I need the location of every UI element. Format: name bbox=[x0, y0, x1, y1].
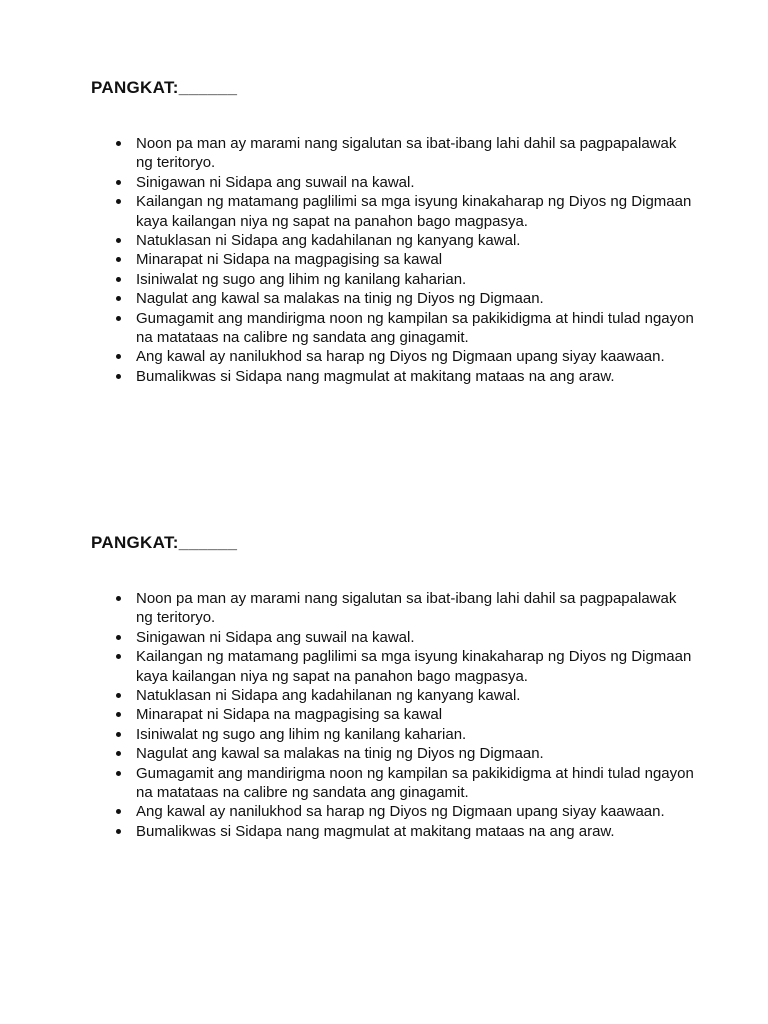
list-item-text: Sinigawan ni Sidapa ang suwail na kawal. bbox=[136, 173, 415, 191]
list-item-text: Minarapat ni Sidapa na magpagising sa kawal bbox=[136, 706, 443, 724]
list-item-text: Bumalikwas si Sidapa nang magmulat at makitang mataas na ang araw. bbox=[136, 822, 615, 840]
list-item-text: Noon pa man ay marami nang sigalutan sa ibat-ibang lahi dahil sa pagpapalawak ng teritoryo. bbox=[136, 590, 677, 627]
list-item-text: Kailangan ng matamang paglilimi sa mga isyung kinakaharap ng Diyos ng Digmaan kaya kailangan niya ng sapat na panahon bago magpasya. bbox=[136, 648, 692, 685]
list-item bbox=[115, 250, 695, 269]
section-heading: PANGKAT:______ bbox=[91, 533, 238, 552]
list-item-text: Ang kawal ay nanilukhod sa harap ng Diyos ng Digmaan upang siyay kaawaan. bbox=[136, 348, 665, 366]
list-item bbox=[115, 192, 695, 231]
bullet-icon bbox=[116, 180, 121, 185]
bullet-icon bbox=[116, 732, 121, 737]
bullet-icon bbox=[116, 693, 121, 698]
bullet-icon bbox=[116, 635, 121, 640]
list-item-text: Minarapat ni Sidapa na magpagising sa kawal bbox=[136, 251, 443, 269]
list-item bbox=[115, 705, 695, 724]
bullet-icon bbox=[116, 771, 121, 776]
list-item bbox=[115, 647, 695, 686]
bullet-icon bbox=[116, 829, 121, 834]
list-item bbox=[115, 628, 695, 647]
list-item bbox=[115, 802, 695, 821]
bullet-icon bbox=[116, 712, 121, 717]
list-item bbox=[115, 764, 695, 803]
list-item-text: Kailangan ng matamang paglilimi sa mga isyung kinakaharap ng Diyos ng Digmaan kaya kailangan niya ng sapat na panahon bago magpasya. bbox=[136, 193, 692, 230]
bullet-icon bbox=[116, 141, 121, 146]
list-item bbox=[115, 744, 695, 763]
list-item bbox=[115, 231, 695, 250]
bullet-icon bbox=[116, 316, 121, 321]
list-item-text: Natuklasan ni Sidapa ang kadahilanan ng kanyang kawal. bbox=[136, 687, 521, 705]
list-item bbox=[115, 270, 695, 289]
list-item-text: Gumagamit ang mandirigma noon ng kampilan sa pakikidigma at hindi tulad ngayon na matataas na calibre ng sandata ang ginagamit. bbox=[136, 309, 694, 347]
bullet-icon bbox=[116, 277, 121, 282]
list-item-text: Isiniwalat ng sugo ang lihim ng kanilang kaharian. bbox=[136, 725, 467, 743]
list-item bbox=[115, 367, 695, 386]
bullet-icon bbox=[116, 374, 121, 379]
section-heading: PANGKAT:______ bbox=[91, 78, 238, 97]
bullet-icon bbox=[116, 354, 121, 359]
list-item bbox=[115, 289, 695, 308]
bullet-icon bbox=[116, 296, 121, 301]
list-item bbox=[115, 822, 695, 841]
bullet-icon bbox=[116, 238, 121, 243]
list-item-text: Ang kawal ay nanilukhod sa harap ng Diyos ng Digmaan upang siyay kaawaan. bbox=[136, 803, 665, 821]
bullet-icon bbox=[116, 654, 121, 659]
list-item-text: Gumagamit ang mandirigma noon ng kampilan sa pakikidigma at hindi tulad ngayon na matataas na calibre ng sandata ang ginagamit. bbox=[136, 764, 694, 802]
list-item-text: Isiniwalat ng sugo ang lihim ng kanilang kaharian. bbox=[136, 270, 467, 288]
list-item bbox=[115, 589, 695, 628]
list-item bbox=[115, 725, 695, 744]
list-item-text: Noon pa man ay marami nang sigalutan sa ibat-ibang lahi dahil sa pagpapalawak ng teritoryo. bbox=[136, 135, 677, 172]
list-item-text: Natuklasan ni Sidapa ang kadahilanan ng kanyang kawal. bbox=[136, 232, 521, 250]
list-item-text: Nagulat ang kawal sa malakas na tinig ng Diyos ng Digmaan. bbox=[136, 290, 544, 308]
bullet-icon bbox=[116, 596, 121, 601]
list-item bbox=[115, 173, 695, 192]
list-item-text: Sinigawan ni Sidapa ang suwail na kawal. bbox=[136, 628, 415, 646]
list-item bbox=[115, 686, 695, 705]
bullet-icon bbox=[116, 199, 121, 204]
bullet-icon bbox=[116, 257, 121, 262]
bullet-icon bbox=[116, 751, 121, 756]
bullet-list bbox=[115, 134, 695, 386]
list-item-text: Nagulat ang kawal sa malakas na tinig ng Diyos ng Digmaan. bbox=[136, 745, 544, 763]
bullet-icon bbox=[116, 809, 121, 814]
list-item bbox=[115, 347, 695, 366]
list-item bbox=[115, 134, 695, 173]
bullet-list bbox=[115, 589, 695, 841]
list-item-text: Bumalikwas si Sidapa nang magmulat at makitang mataas na ang araw. bbox=[136, 367, 615, 385]
list-item bbox=[115, 309, 695, 348]
